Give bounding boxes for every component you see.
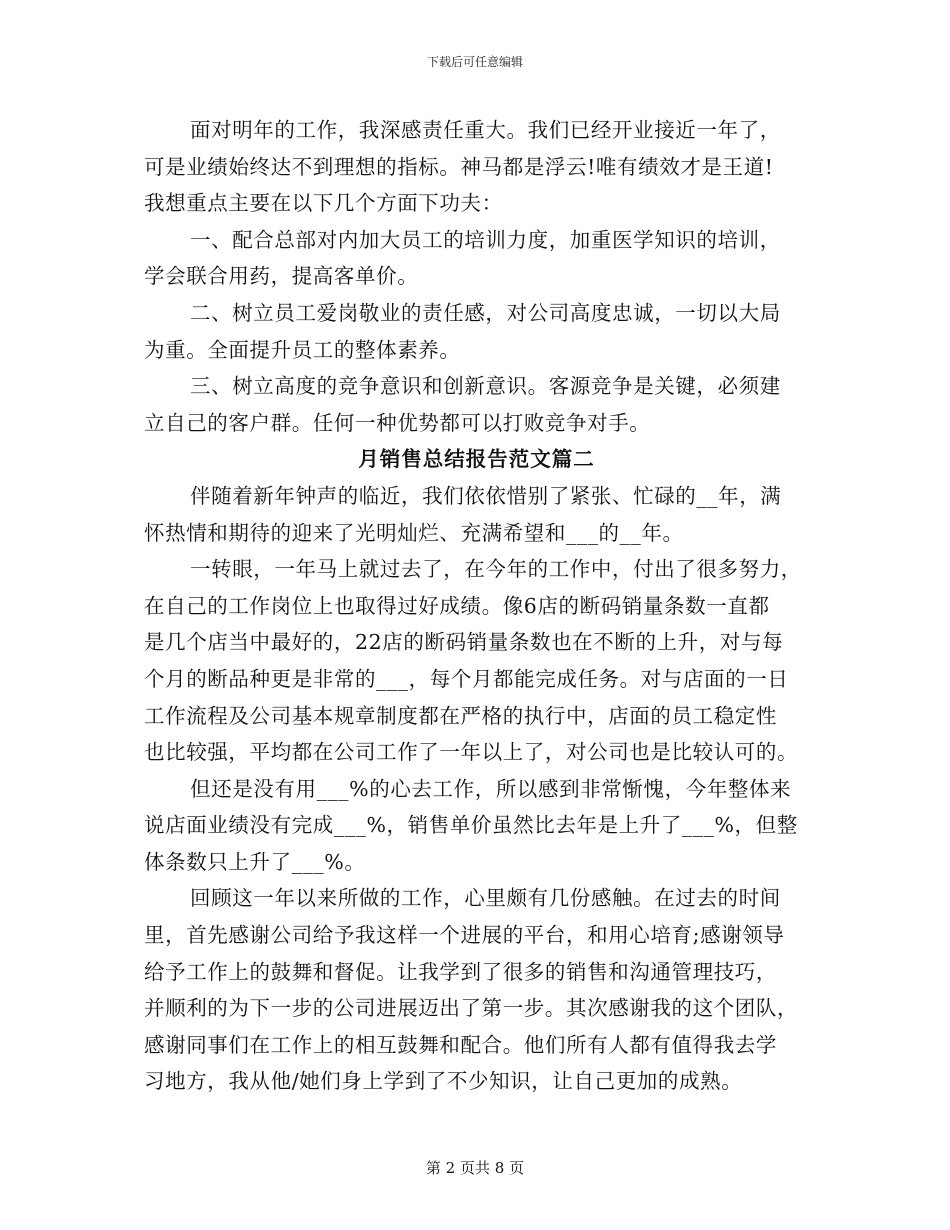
text-line: 一转眼，一年马上就过去了，在今年的工作中，付出了很多努力， bbox=[190, 557, 802, 582]
text-line: 伴随着新年钟声的临近，我们依依惜别了紧张、忙碌的__年，满 bbox=[190, 483, 782, 508]
text-line: 体条数只上升了___%。 bbox=[144, 849, 366, 874]
text-line: 面对明年的工作，我深感责任重大。我们已经开业接近一年了， bbox=[190, 118, 781, 142]
page-header: 下载后可任意编辑 bbox=[426, 55, 523, 69]
text-line: 也比较强，平均都在公司工作了一年以上了，对公司也是比较认可的。 bbox=[144, 740, 799, 765]
text-line: 里，首先感谢公司给予我这样一个进展的平台，和用心培育;感谢领导 bbox=[144, 923, 785, 948]
section-heading: 月销售总结报告范文篇二 bbox=[358, 447, 595, 472]
text-line: 但还是没有用___%的心去工作，所以感到非常惭愧，今年整体来 bbox=[190, 776, 792, 801]
text-line: 感谢同事们在工作上的相互鼓舞和配合。他们所有人都有值得我去学 bbox=[144, 1032, 777, 1057]
text-line: 二、树立员工爱岗敬业的责任感，对公司高度忠诚，一切以大局 bbox=[190, 300, 781, 325]
text-line: 怀热情和期待的迎来了光明灿烂、充满希望和___的__年。 bbox=[144, 520, 684, 545]
text-line: 三、树立高度的竞争意识和创新意识。客源竞争是关键，必须建 bbox=[190, 374, 781, 399]
text-line: 回顾这一年以来所做的工作，心里颇有几份感触。在过去的时间 bbox=[190, 886, 781, 911]
document-body bbox=[144, 112, 809, 1100]
text-line: 可是业绩始终达不到理想的指标。神马都是浮云!唯有绩效才是王道! bbox=[144, 154, 774, 179]
text-line: 为重。全面提升员工的整体素养。 bbox=[144, 337, 461, 362]
text-line: 个月的断品种更是非常的___，每个月都能完成任务。对与店面的一日 bbox=[144, 666, 789, 691]
text-line: 习地方，我从他/她们身上学到了不少知识，让自己更加的成熟。 bbox=[144, 1069, 743, 1094]
text-line: 学会联合用药，提高客单价。 bbox=[144, 264, 419, 289]
text-line: 在自己的工作岗位上也取得过好成绩。像6店的断码销量条数一直都 bbox=[144, 593, 770, 618]
text-line: 是几个店当中最好的，22店的断码销量条数也在不断的上升，对与每 bbox=[144, 630, 784, 655]
text-line: 一、配合总部对内加大员工的培训力度，加重医学知识的培训， bbox=[190, 227, 781, 252]
text-line: 立自己的客户群。任何一种优势都可以打败竞争对手。 bbox=[144, 410, 651, 435]
text-line: 给予工作上的鼓舞和督促。让我学到了很多的销售和沟通管理技巧， bbox=[144, 959, 777, 984]
text-line: 工作流程及公司基本规章制度都在严格的执行中，店面的员工稳定性 bbox=[144, 703, 777, 728]
text-line: 说店面业绩没有完成___%，销售单价虽然比去年是上升了___%，但整 bbox=[144, 813, 798, 838]
text-line: 并顺利的为下一步的公司进展迈出了第一步。其次感谢我的这个团队， bbox=[144, 996, 799, 1021]
page-footer: 第 2 页共 8 页 bbox=[425, 1159, 525, 1177]
text-line: 我想重点主要在以下几个方面下功夫： bbox=[144, 191, 503, 216]
